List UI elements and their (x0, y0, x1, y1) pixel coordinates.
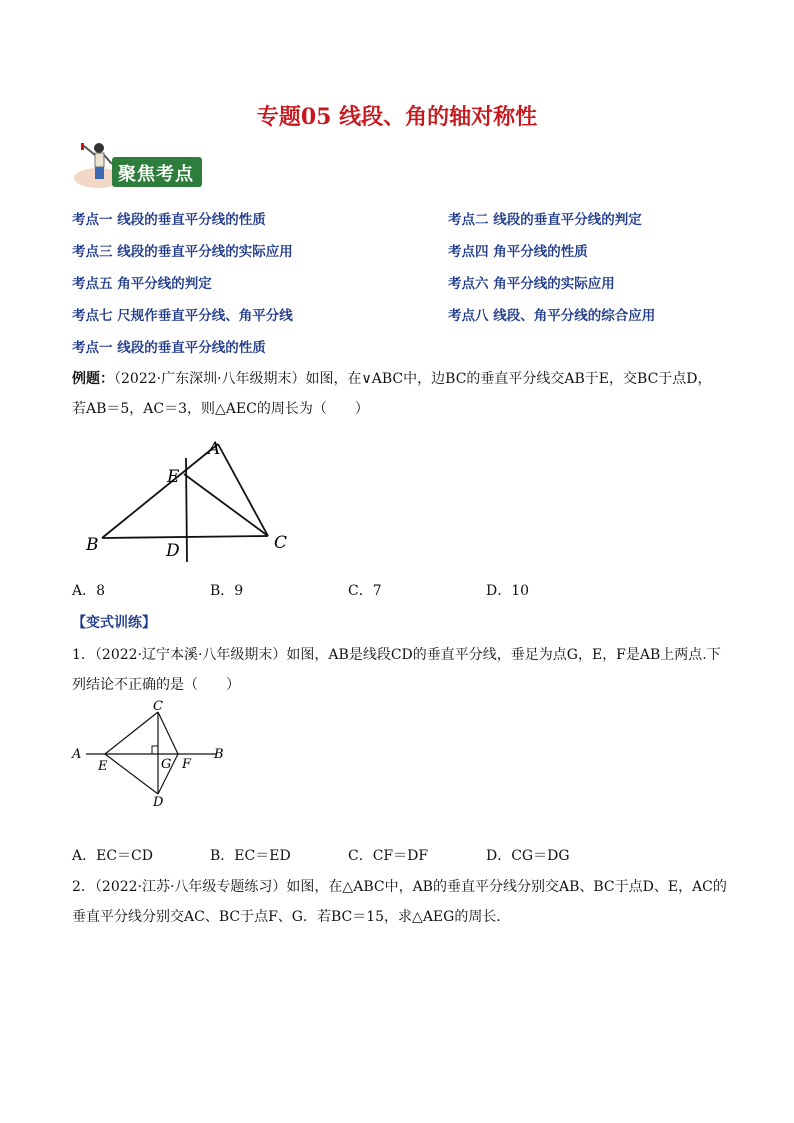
example-label: 例题： (72, 371, 114, 387)
q2-line-2: 垂直平分线分别交AC、BC于点F、G．若BC＝15，求△AEG的周长． (72, 909, 511, 925)
q1-label-B: B (214, 747, 224, 762)
q1-option-c[interactable]: C．CF＝DF (348, 848, 429, 864)
q1-option-b[interactable]: B．EC＝ED (210, 848, 291, 864)
topic-link-8[interactable]: 考点八 线段、角平分线的综合应用 (448, 308, 656, 324)
q1-kite-figure (70, 698, 240, 808)
topic-link-6[interactable]: 考点六 角平分线的实际应用 (448, 276, 615, 292)
q1-label-F: F (182, 757, 192, 772)
example-option-a[interactable]: A．8 (72, 583, 106, 599)
section-heading: 考点一 线段的垂直平分线的性质 (72, 340, 266, 356)
q1-label-E: E (98, 759, 108, 774)
topic-link-1[interactable]: 考点一 线段的垂直平分线的性质 (72, 212, 266, 228)
q1-option-d[interactable]: D．CG＝DG (486, 848, 570, 864)
label-C: C (274, 533, 288, 553)
example-triangle-figure (80, 436, 300, 566)
q1-option-a[interactable]: A．EC＝CD (72, 848, 153, 864)
q1-label-D: D (153, 795, 164, 808)
page-title: 专题05 线段、角的轴对称性 (256, 104, 538, 130)
example-option-d[interactable]: D．10 (486, 583, 530, 599)
q2-line-1: 2．（2022·江苏·八年级专题练习）如图，在△ABC中，AB的垂直平分线分别交AB、BC于点D、E，AC的 (72, 879, 727, 895)
practice-heading: 【变式训练】 (72, 615, 156, 631)
topic-link-5[interactable]: 考点五 角平分线的判定 (72, 276, 212, 292)
banner-label: 聚焦考点 (118, 164, 194, 185)
topic-link-4[interactable]: 考点四 角平分线的性质 (448, 244, 588, 260)
q1-line-2: 列结论不正确的是（ ） (72, 677, 240, 693)
example-text-1: （2022·广东深圳·八年级期末）如图，在∨ABC中，边BC的垂直平分线交AB于E，交BC于点D， (114, 371, 712, 387)
label-D: D (166, 541, 180, 561)
q1-label-G: G (161, 757, 172, 772)
q1-label-A: A (72, 747, 82, 762)
topic-link-2[interactable]: 考点二 线段的垂直平分线的判定 (448, 212, 642, 228)
label-A: A (208, 439, 221, 459)
topic-link-7[interactable]: 考点七 尺规作垂直平分线、角平分线 (72, 308, 293, 324)
q1-line-1: 1．（2022·辽宁本溪·八年级期末）如图，AB是线段CD的垂直平分线，垂足为点G，E，F是AB上两点.下 (72, 647, 721, 663)
topic-link-3[interactable]: 考点三 线段的垂直平分线的实际应用 (72, 244, 293, 260)
example-line-2: 若AB＝5，AC＝3，则△AEC的周长为（ ） (72, 401, 369, 417)
example-line-1 (72, 368, 712, 388)
q1-label-C: C (153, 699, 163, 714)
example-option-c[interactable]: C．7 (348, 583, 382, 599)
label-B: B (86, 535, 99, 555)
example-option-b[interactable]: B．9 (210, 583, 244, 599)
label-E: E (167, 467, 180, 487)
